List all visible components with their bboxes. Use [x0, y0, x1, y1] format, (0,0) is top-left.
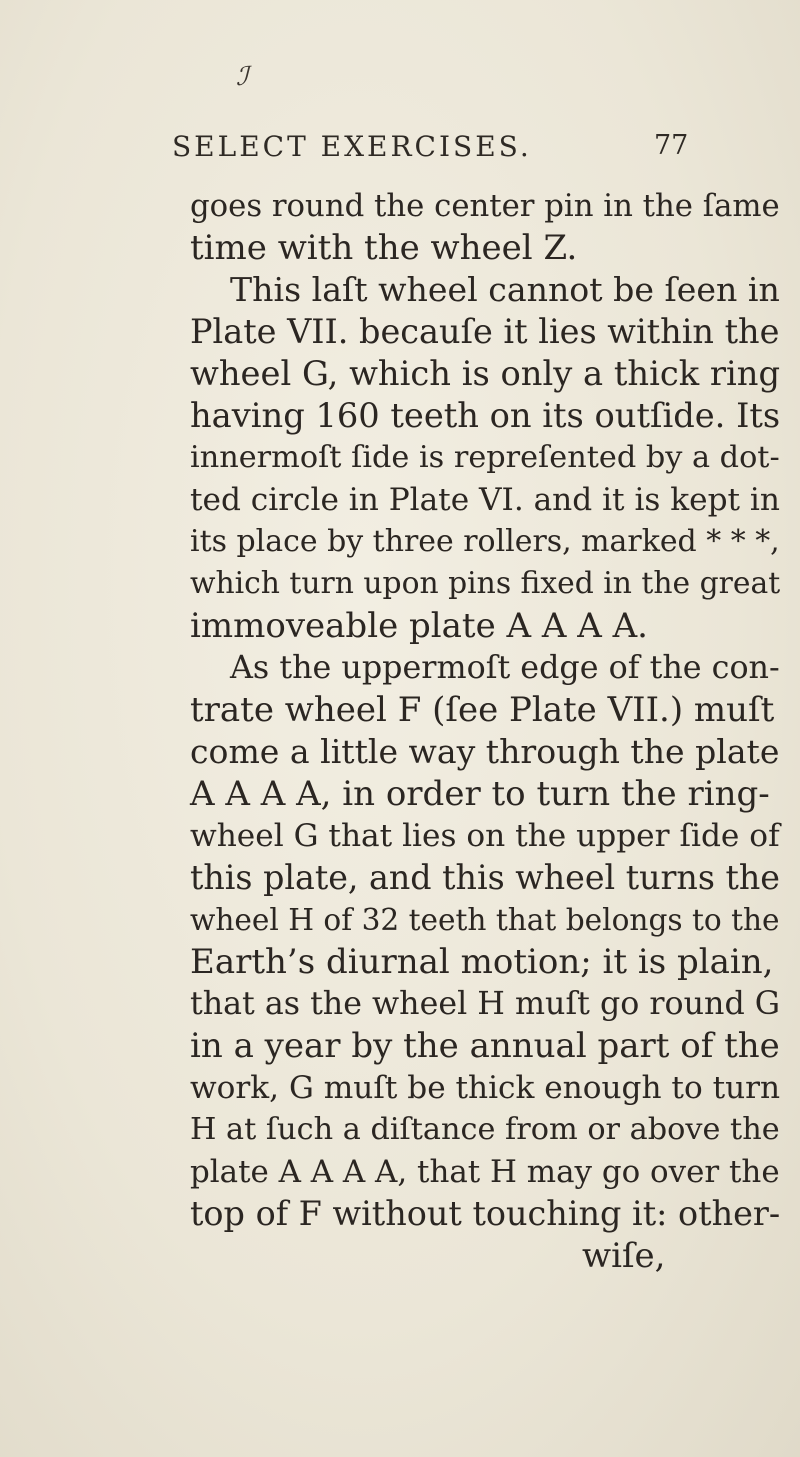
text-line: innermoſt ſide is repreſented by a dot-	[190, 440, 780, 475]
text-line: time with the wheel Z.	[190, 228, 578, 268]
page-header	[0, 130, 800, 170]
text-line: goes round the center pin in the ſame	[190, 188, 780, 224]
text-line: H at ſuch a diſtance from or above the	[190, 1112, 780, 1147]
text-line: work, G muſt be thick enough to turn	[190, 1070, 781, 1106]
text-line: Plate VII. becauſe it lies within the	[190, 312, 780, 351]
text-line: top of F without touching it: other-	[190, 1194, 781, 1233]
text-line: that as the wheel H muſt go round G	[190, 986, 781, 1022]
text-line: this plate, and this wheel turns the	[190, 858, 780, 897]
ink-mark: ℐ	[236, 62, 249, 92]
text-line: trate wheel F (ſee Plate VII.) muſt	[190, 690, 775, 730]
text-line: wheel G that lies on the upper ſide of	[190, 818, 780, 854]
text-line: As the uppermoſt edge of the con-	[230, 650, 780, 686]
text-line: wheel G, which is only a thick ring	[190, 354, 781, 393]
text-line: This laſt wheel cannot be ſeen in	[230, 270, 780, 309]
catchword: wiſe,	[582, 1236, 666, 1276]
running-title: SELECT EXERCISES.	[172, 130, 532, 163]
text-line: ted circle in Plate VI. and it is kept in	[190, 482, 780, 518]
text-line: wheel H of 32 teeth that belongs to the	[190, 903, 780, 937]
text-line: plate A A A A, that H may go over the	[190, 1154, 780, 1190]
text-line: Earth’s diurnal motion; it is plain,	[190, 942, 774, 982]
text-line: immoveable plate A A A A.	[190, 606, 648, 646]
text-line: come a little way through the plate	[190, 732, 780, 771]
page-number: 77	[654, 130, 689, 161]
text-line: having 160 teeth on its outſide. Its	[190, 396, 781, 435]
text-line: its place by three rollers, marked * * *,	[190, 524, 780, 559]
text-line: which turn upon pins fixed in the great	[190, 566, 781, 601]
text-line: A A A A, in order to turn the ring-	[190, 774, 770, 814]
text-line: in a year by the annual part of the	[190, 1026, 780, 1066]
